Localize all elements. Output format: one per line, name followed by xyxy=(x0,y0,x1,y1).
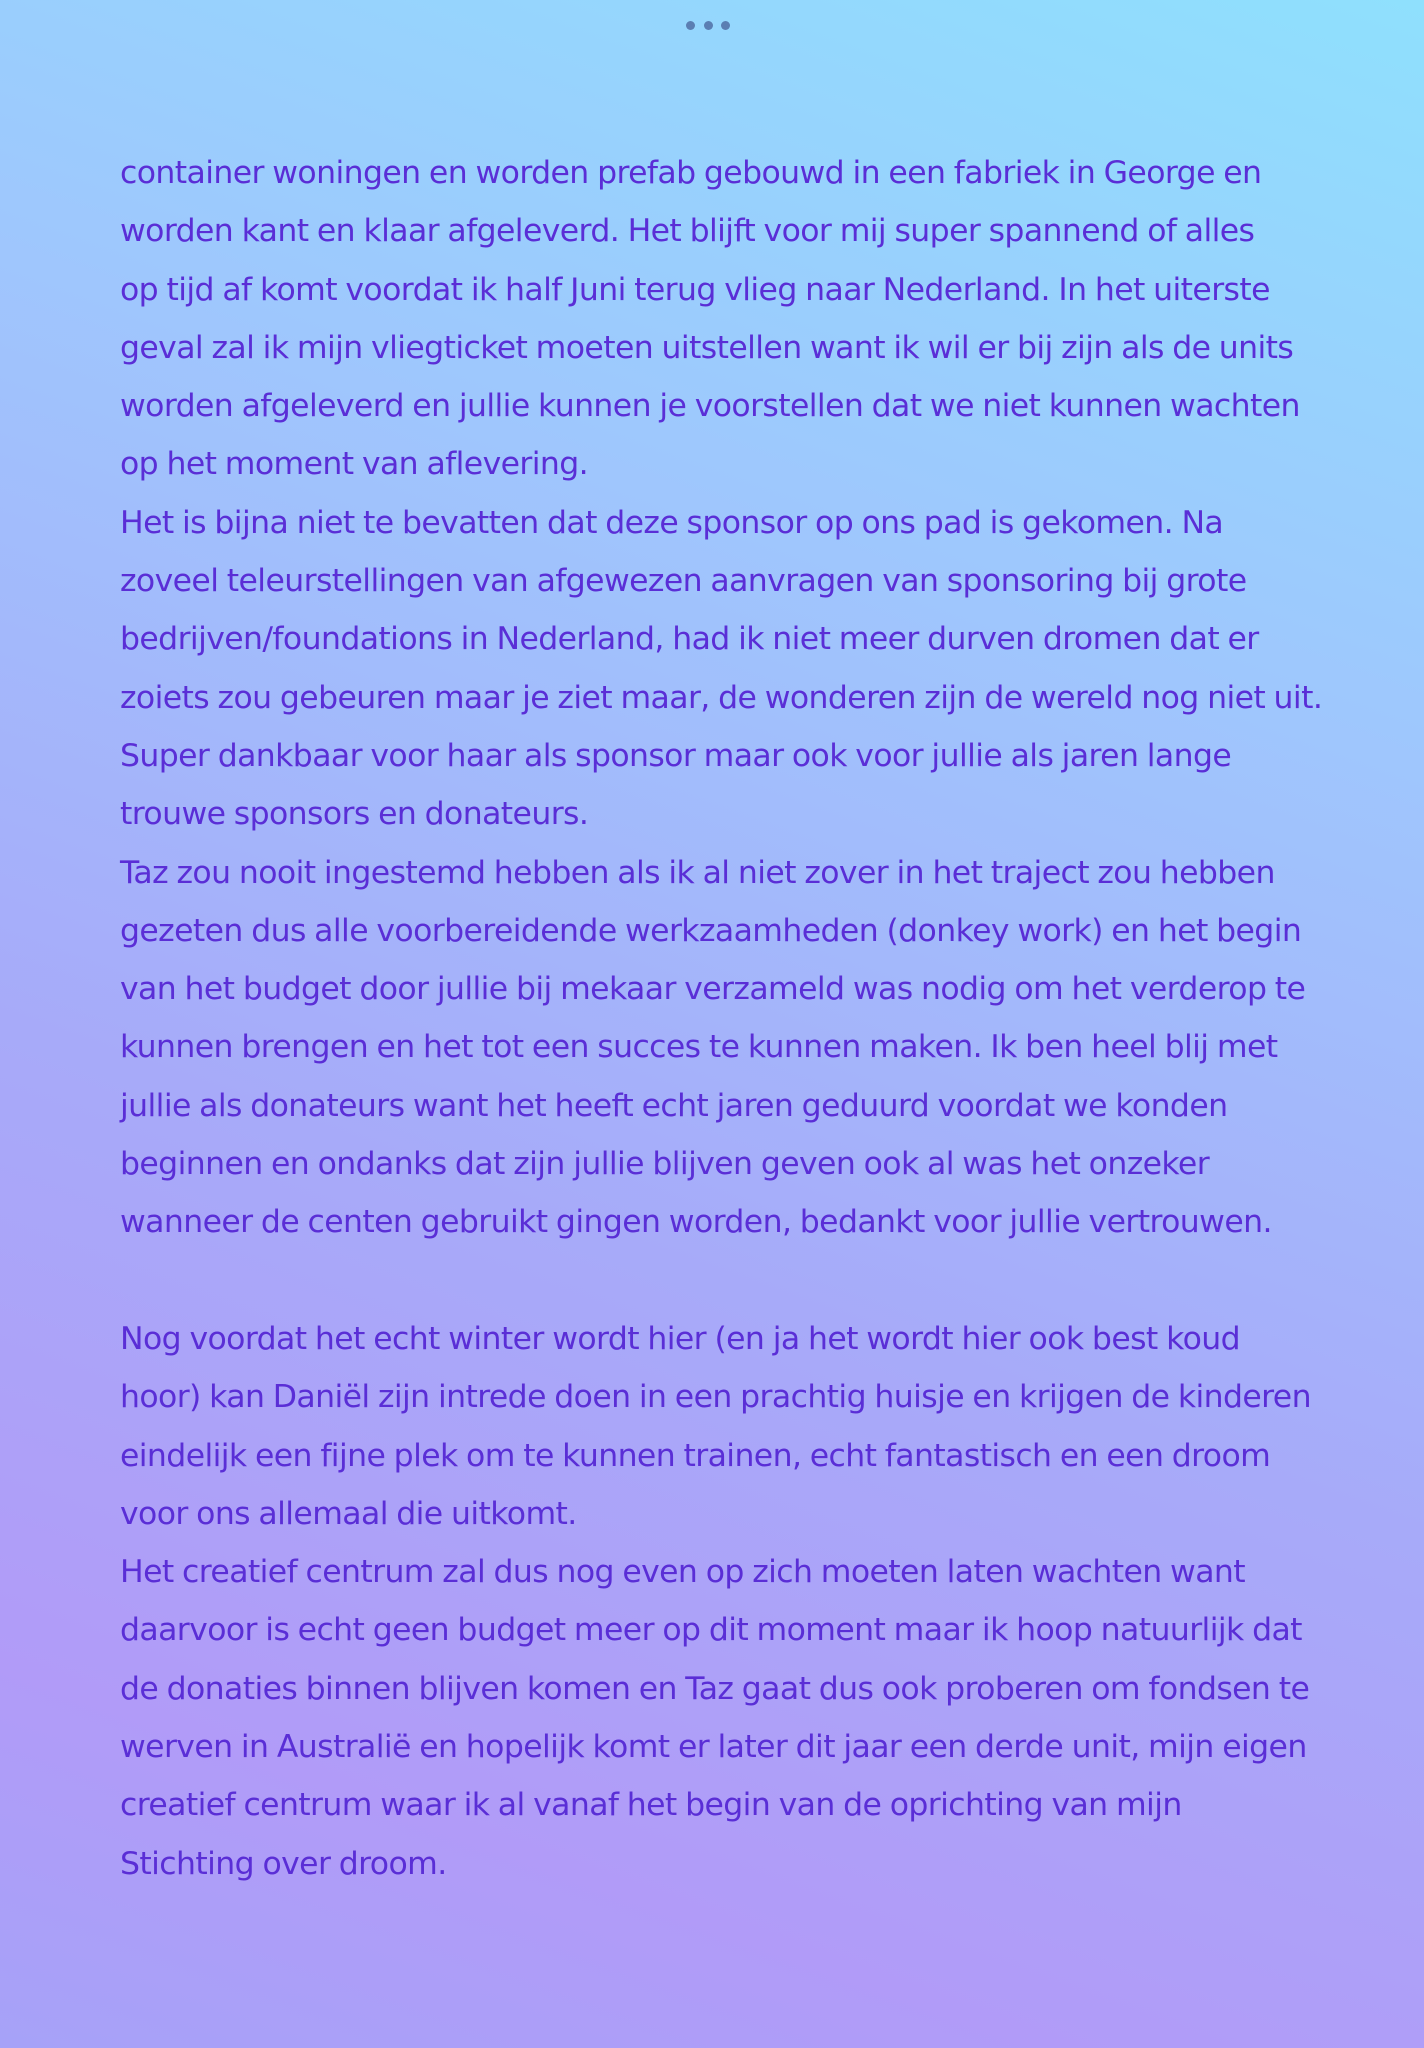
text-line: op tijd af komt voordat ik half Juni terug vlieg naar Nederland. In het uiterste xyxy=(120,271,1270,308)
text-line: worden kant en klaar afgeleverd. Het blijft voor mij super spannend of alles xyxy=(120,213,1255,250)
text-line: beginnen en ondanks dat zijn jullie blijven geven ook al was het onzeker xyxy=(120,1146,1210,1183)
text-line: Taz zou nooit ingestemd hebben als ik al niet zover in het traject zou hebben xyxy=(120,854,1275,891)
text-line: trouwe sponsors en donateurs. xyxy=(120,796,589,833)
text-line: zoveel teleurstellingen van afgewezen aanvragen van sponsoring bij grote xyxy=(120,563,1247,600)
text-line: bedrijven/foundations in Nederland, had ik niet meer durven dromen dat er xyxy=(120,621,1259,658)
text-line: jullie als donateurs want het heeft echt jaren geduurd voordat we konden xyxy=(120,1087,1228,1124)
text-line: van het budget door jullie bij mekaar verzameld was nodig om het verderop te xyxy=(120,971,1306,1008)
text-line: geval zal ik mijn vliegticket moeten uitstellen want ik wil er bij zijn als de units xyxy=(120,329,1294,366)
dot xyxy=(704,21,713,30)
text-line: wanneer de centen gebruikt gingen worden, bedankt voor jullie vertrouwen. xyxy=(120,1204,1272,1241)
text-line: eindelijk een fijne plek om te kunnen trainen, echt fantastisch en een droom xyxy=(120,1437,1271,1474)
text-line: Stichting over droom. xyxy=(120,1845,447,1882)
text-line: de donaties binnen blijven komen en Taz gaat dus ook proberen om fondsen te xyxy=(120,1670,1310,1707)
dot xyxy=(686,21,695,30)
text-line: creatief centrum waar ik al vanaf het begin van de oprichting van mijn xyxy=(120,1787,1182,1824)
text-line: container woningen en worden prefab gebouwd in een fabriek in George en xyxy=(120,155,1262,191)
more-options-icon[interactable] xyxy=(686,19,730,31)
text-line: worden afgeleverd en jullie kunnen je voorstellen dat we niet kunnen wachten xyxy=(120,388,1300,425)
text-line: daarvoor is echt geen budget meer op dit moment maar ik hoop natuurlijk dat xyxy=(120,1612,1302,1649)
text-line: Nog voordat het echt winter wordt hier (en ja het wordt hier ook best koud xyxy=(120,1320,1241,1357)
text-line: voor ons allemaal die uitkomt. xyxy=(120,1495,577,1532)
text-line: zoiets zou gebeuren maar je ziet maar, de wonderen zijn de wereld nog niet uit. xyxy=(120,679,1323,716)
text-line: werven in Australië en hopelijk komt er later dit jaar een derde unit, mijn eigen xyxy=(120,1729,1307,1766)
dot xyxy=(721,21,730,30)
document-body xyxy=(120,144,1323,1893)
text-line: op het moment van aflevering. xyxy=(120,446,589,483)
text-line: Het creatief centrum zal dus nog even op zich moeten laten wachten want xyxy=(120,1554,1246,1591)
text-line: gezeten dus alle voorbereidende werkzaamheden (donkey work) en het begin xyxy=(120,912,1302,949)
text-line: Het is bijna niet te bevatten dat deze sponsor op ons pad is gekomen. Na xyxy=(120,504,1224,541)
blank-line xyxy=(120,1252,1320,1310)
text-line: hoor) kan Daniël zijn intrede doen in een prachtig huisje en krijgen de kinderen xyxy=(120,1379,1311,1416)
text-line: Super dankbaar voor haar als sponsor maar ook voor jullie als jaren lange xyxy=(120,737,1232,774)
text-line: kunnen brengen en het tot een succes te kunnen maken. Ik ben heel blij met xyxy=(120,1029,1278,1066)
